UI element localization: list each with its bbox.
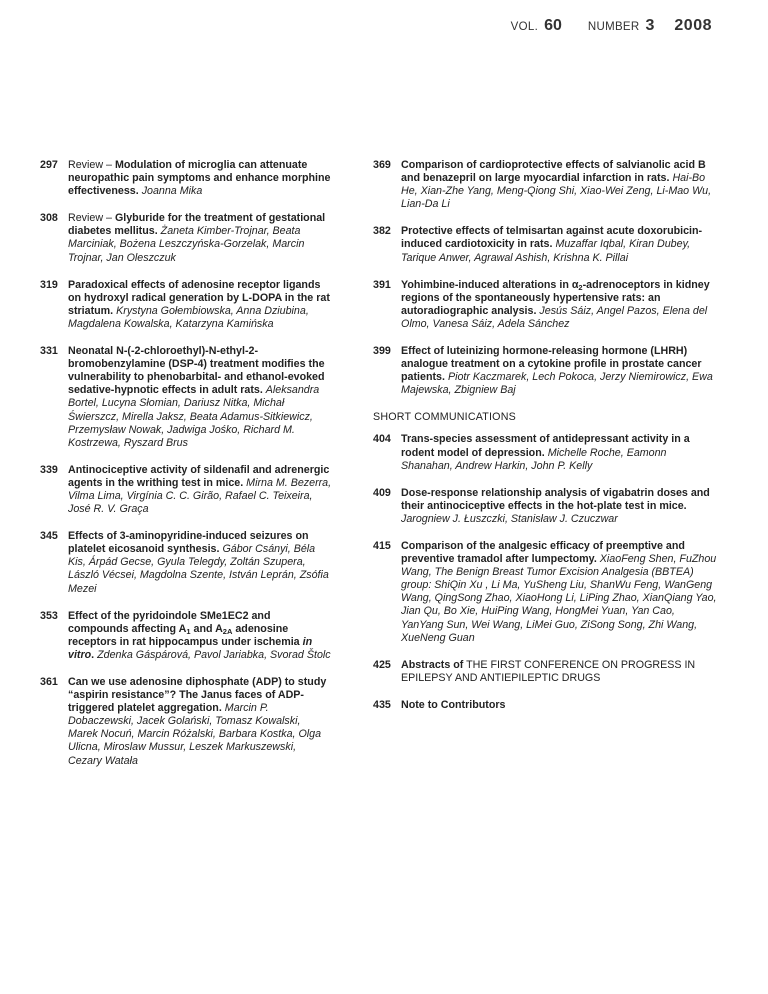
toc-entry[interactable] bbox=[40, 676, 332, 768]
article-authors: Gábor Csányi, Béla Kis, Árpád Gecse, Gyula Telegdy, Zoltán Szupera, László Vécsei, Magdolna Szente, István Leprán, Zsófia Mezei bbox=[68, 543, 329, 595]
page-number: 339 bbox=[40, 463, 58, 476]
article-authors: Jarogniew J. Łuszczki, Stanisław J. Czuczwar bbox=[401, 512, 618, 525]
article-authors: Muzaffar Iqbal, Kiran Dubey, Tarique Anwer, Agrawal Ashish, Krishna K. Pillai bbox=[401, 238, 691, 264]
toc-entry[interactable] bbox=[373, 699, 718, 712]
toc-entry[interactable] bbox=[373, 659, 718, 685]
article-title: Note to Contributors bbox=[401, 698, 506, 711]
article-title: Trans-species assessment of antidepressant activity in a rodent model of depression. bbox=[401, 433, 690, 459]
toc-entry[interactable] bbox=[40, 212, 332, 264]
toc-entry[interactable] bbox=[373, 345, 718, 397]
article-authors: Krystyna Gołembiowska, Anna Dziubina, Magdalena Kowalska, Katarzyna Kamińska bbox=[68, 304, 309, 330]
article-authors: XiaoFeng Shen, FuZhou Wang, The Benign Breast Tumor Excision Analgesia (BBTEA) group: ShiQin Xu , Li Ma, YuSheng Liu, ShanWu Feng, WanGeng Wang, QingSong Zhao, XiaoHong Li, LiPing Zhao, XianQiang Yao, Jian Qu, Bo Xie, HuiPing Wang, HongMei Yuan, Yan Cao, YanYang Sun, Wei Wang, LiMei Guo, ZiSong Song, Zhi Wang, XueNeng Guan bbox=[401, 553, 717, 644]
toc-entry[interactable] bbox=[373, 279, 718, 331]
article-title: Effect of the pyridoindole SMe1EC2 and compounds affecting $A_1$ and $A_{2A}$ adenosine receptors in rat hippocampus under ischemia in vitro. bbox=[68, 609, 313, 661]
page-number: 308 bbox=[40, 212, 58, 225]
page-number: 409 bbox=[373, 486, 391, 499]
page-number: 319 bbox=[40, 278, 58, 291]
article-title: Neonatal N-(-2-chloroethyl)-N-ethyl-2- bromobenzylamine (DSP-4) treatment modifies the vulnerability to phenobarbital- and ethanol-evoked sedative-hypnotic effects in adult rats. bbox=[68, 345, 325, 397]
conference-name: THE FIRST CONFERENCE ON PROGRESS IN EPILEPSY AND ANTIEPILEPTIC DRUGS bbox=[401, 658, 696, 684]
toc-entry[interactable] bbox=[373, 487, 718, 526]
article-title: Dose-response relationship analysis of vigabatrin doses and their antinociceptive effects in the hot-plate test in mice. bbox=[401, 486, 710, 512]
article-title: Abstracts of bbox=[401, 658, 464, 671]
page-number: 415 bbox=[373, 539, 391, 552]
article-authors: Żaneta Kimber-Trojnar, Beata Marciniak, Bożena Leszczyńska-Gorzelak, Marcin Trojnar, Jan Oleszczuk bbox=[68, 225, 305, 264]
toc-entry[interactable] bbox=[373, 159, 718, 211]
toc-right-column bbox=[373, 159, 718, 726]
page-number: 425 bbox=[373, 658, 391, 671]
page-number: 435 bbox=[373, 698, 391, 711]
article-authors: Mirna M. Bezerra, Vilma Lima, Virgínia C. C. Girão, Rafael C. Teixeira, José R. V. Graça bbox=[68, 476, 332, 516]
toc-entry[interactable] bbox=[373, 540, 718, 645]
number-label: NUMBER bbox=[587, 21, 640, 33]
article-authors: Piotr Kaczmarek, Lech Pokoca, Jerzy Niemirowicz, Ewa Majewska, Zbigniew Baj bbox=[401, 371, 713, 397]
journal-header bbox=[511, 17, 712, 35]
toc-entry[interactable] bbox=[40, 530, 332, 595]
page-number: 353 bbox=[40, 609, 58, 622]
page-number: 345 bbox=[40, 530, 58, 543]
article-title: Effects of 3-aminopyridine-induced seizures on platelet eicosanoid synthesis. bbox=[68, 530, 309, 556]
toc-entry[interactable] bbox=[40, 345, 332, 450]
toc-left-column bbox=[40, 159, 332, 782]
article-authors: Joanna Mika bbox=[141, 185, 203, 198]
article-authors: Michelle Roche, Eamonn Shanahan, Andrew Harkin, John P. Kelly bbox=[401, 446, 667, 472]
toc-entry[interactable] bbox=[373, 433, 718, 472]
article-title: Yohimbine-induced alterations in $\alpha_2$-adrenoceptors in kidney regions of the spontaneously hypertensive rats: an autoradiographic analysis. bbox=[401, 278, 710, 317]
article-authors: Hai-Bo He, Xian-Zhe Yang, Meng-Qiong Shi, Xiao-Wei Zeng, Li-Mao Wu, Lian-Da Li bbox=[401, 172, 712, 211]
toc-entry[interactable] bbox=[373, 225, 718, 264]
article-authors: Jesús Sáiz, Angel Pazos, Elena del Olmo, Vanesa Sáiz, Adela Sánchez bbox=[401, 304, 708, 330]
article-title: Protective effects of telmisartan against acute doxorubicin-induced cardiotoxicity in rats. bbox=[401, 225, 703, 251]
page-number: 404 bbox=[373, 433, 391, 446]
page-number: 369 bbox=[373, 159, 391, 171]
article-authors: Aleksandra Bortel, Lucyna Słomian, Dariusz Nitka, Michał Świerszcz, Mirella Jaksz, Beata Adamus-Sitkiewicz, Przemysław Nowak, Jadwiga Jośko, Richard M. Kostrzewa, Ryszard Brus bbox=[68, 384, 320, 449]
article-title: Antinociceptive activity of sildenafil and adrenergic agents in the writhing test in mice. bbox=[68, 463, 330, 489]
toc-entry[interactable] bbox=[40, 279, 332, 331]
article-title: Can we use adenosine diphosphate (ADP) to study “aspirin resistance”? The Janus faces of ADP-triggered platelet aggregation. bbox=[68, 676, 327, 715]
issue-number: 3 bbox=[645, 17, 655, 34]
toc-entry[interactable] bbox=[40, 464, 332, 516]
article-title: Comparison of the analgesic efficacy of preemptive and preventive tramadol after lumpectomy. bbox=[401, 539, 685, 566]
toc-entry[interactable] bbox=[40, 610, 332, 662]
page-number: 382 bbox=[373, 225, 391, 238]
page-number: 361 bbox=[40, 676, 58, 688]
volume-number: 60 bbox=[544, 17, 562, 34]
article-title: Paradoxical effects of adenosine receptor ligands on hydroxyl radical generation by L-DOPA in the rat striatum. bbox=[68, 278, 330, 317]
page-number: 399 bbox=[373, 345, 391, 358]
article-title: Modulation of microglia can attenuate neuropathic pain symptoms and enhance morphine effectiveness. bbox=[68, 159, 331, 198]
article-title: Comparison of cardioprotective effects of salvianolic acid B and benazepril on large myocardial infarction in rats. bbox=[401, 159, 706, 185]
page-number: 331 bbox=[40, 345, 58, 358]
entry-type: Review – bbox=[68, 212, 115, 225]
article-authors: Marcin P. Dobaczewski, Jacek Golański, Tomasz Kowalski, Marek Nocuń, Marcin Różalski, Barbara Kostka, Olga Ulicna, Miroslaw Mussur, Leszek Markuszewski, Cezary Watała bbox=[68, 702, 322, 767]
toc-entry[interactable] bbox=[40, 159, 332, 198]
article-authors: Zdenka Gáspárová, Pavol Jariabka, Svorad Štolc bbox=[97, 648, 331, 661]
page-number: 297 bbox=[40, 159, 58, 171]
page-number: 391 bbox=[373, 278, 391, 291]
volume-label: VOL. bbox=[510, 21, 539, 33]
entry-type: Review – bbox=[68, 159, 115, 171]
article-title: Effect of luteinizing hormone-releasing hormone (LHRH) analogue treatment on a cytokine profile in prostate cancer patients. bbox=[401, 345, 702, 384]
article-title: Glyburide for the treatment of gestational diabetes mellitus. bbox=[68, 212, 326, 238]
section-heading-short-communications: SHORT COMMUNICATIONS bbox=[373, 411, 516, 424]
issue-year: 2008 bbox=[674, 17, 712, 34]
